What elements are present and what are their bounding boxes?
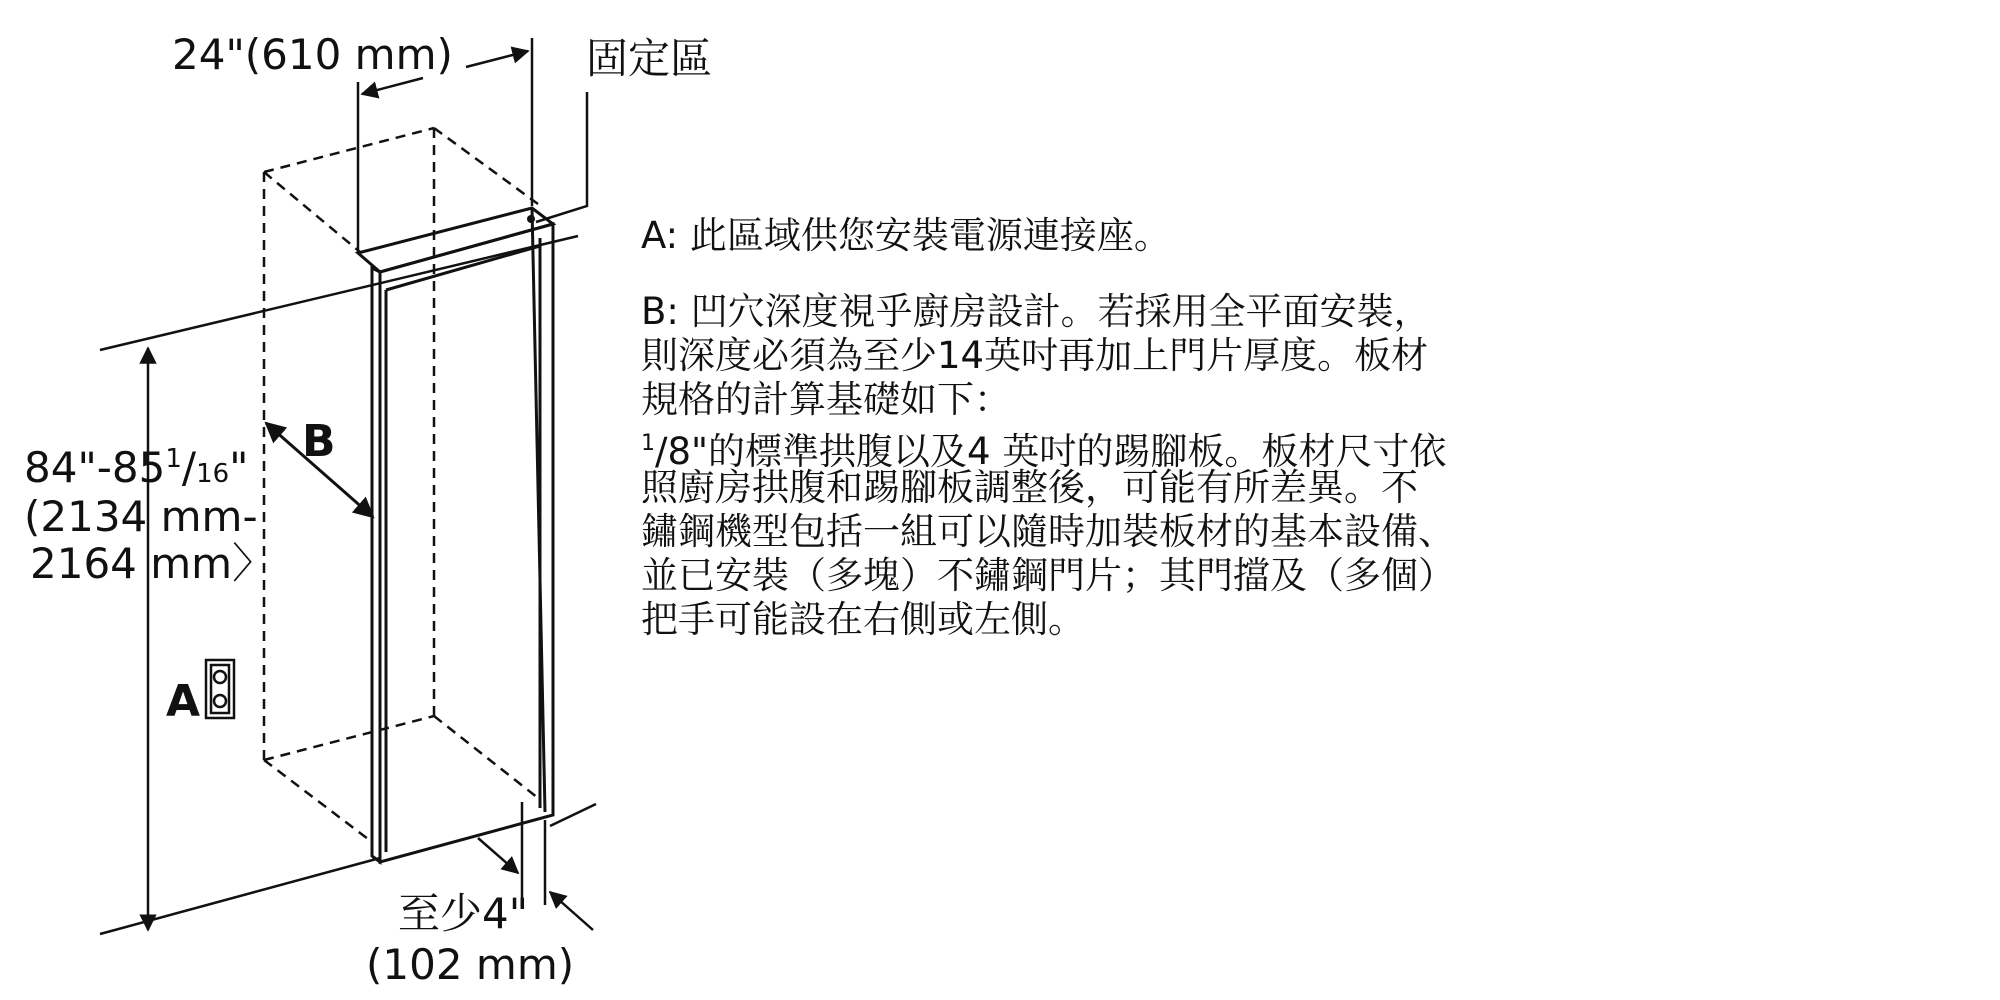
height-label-frac-num: 1 <box>165 444 182 474</box>
note-b-line-6: 鏽鋼機型包括一組可以隨時加裝板材的基本設備、 <box>641 510 1455 553</box>
note-b-line-5: 照廚房拱腹和踢腳板調整後，可能有所差異。不 <box>641 466 1418 509</box>
niche-dashed-outline <box>264 128 538 842</box>
fixing-zone-label: 固定區 <box>586 34 713 83</box>
outlet-marker-a: A <box>166 676 201 727</box>
note-b-line-3: 規格的計算基礎如下： <box>641 378 1011 421</box>
note-b-line-2: 則深度必須為至少14英吋再加上門片厚度。板材 <box>641 334 1429 377</box>
width-arrow-left <box>362 78 423 94</box>
floor-line-right <box>550 804 596 826</box>
width-arrow-right <box>466 51 528 67</box>
height-dimension-label: $84"-85^1/16$" <box>24 443 249 492</box>
note-b-fraction-numerator: 1 <box>641 431 655 456</box>
height-dimension-metric-1: (2134 mm- <box>24 492 258 541</box>
ceiling-line <box>100 236 578 350</box>
fixing-zone-leader <box>536 92 587 222</box>
note-b-line-1: B: 凹穴深度視乎廚房設計。若採用全平面安裝， <box>641 290 1431 333</box>
floor-line <box>100 858 380 934</box>
note-b-line-8: 把手可能設在右側或左側。 <box>641 598 1085 641</box>
gap-arrow-left <box>478 838 518 873</box>
width-dimension-label: 24"(610 mm) <box>172 30 453 79</box>
height-label-prefix: 84"-85 <box>24 443 166 492</box>
height-label-suffix: " <box>229 443 249 492</box>
note-spacer <box>641 258 1641 290</box>
note-b-line-4-text: /8"的標準拱腹以及4 英吋的踢腳板。板材尺寸依 <box>655 430 1447 473</box>
min-gap-label: 至少4" <box>398 889 529 938</box>
note-a: A: 此區域供您安裝電源連接座。 <box>641 214 1171 257</box>
height-label-frac-den: 16 <box>196 459 230 489</box>
height-dimension-metric-2: 2164 mm〉 <box>30 539 275 588</box>
appliance-frame <box>358 208 553 862</box>
gap-arrow-right <box>550 892 593 930</box>
notes-panel <box>641 214 1641 642</box>
power-outlet-icon <box>206 660 234 718</box>
depth-marker-b: B <box>302 416 336 467</box>
note-b-line-7: 並已安裝（多塊）不鏽鋼門片；其門擋及（多個） <box>641 554 1455 597</box>
min-gap-metric-label: (102 mm) <box>366 940 575 989</box>
fixing-point-dot <box>527 215 535 223</box>
note-b-line-4 <box>641 422 1641 473</box>
